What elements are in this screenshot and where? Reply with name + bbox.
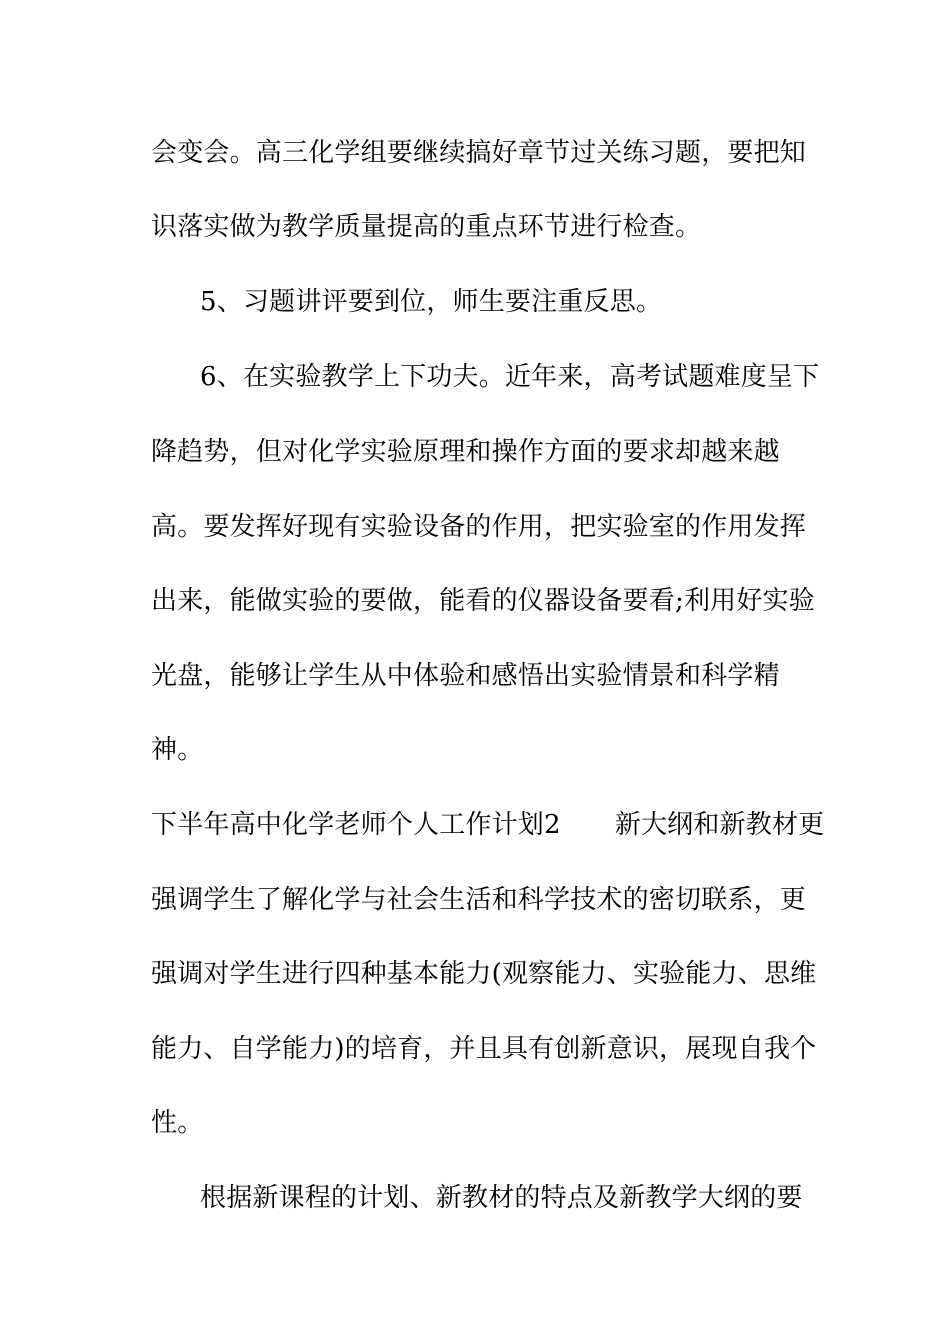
paragraph-line: 降趋势，但对化学实验原理和操作方面的要求却越来越 — [151, 437, 780, 467]
paragraph-line: 高。要发挥好现有实验设备的作用，把实验室的作用发挥 — [151, 512, 807, 542]
list-item-6: 6、在实验教学上下功夫。近年来，高考试题难度呈下 — [200, 362, 820, 392]
paragraph-line: 识落实做为教学质量提高的重点环节进行检查。 — [151, 212, 702, 242]
section-title: 下半年高中化学老师个人工作计划2 — [151, 810, 561, 840]
section-first-text: 新大纲和新教材更 — [614, 810, 825, 840]
paragraph-line: 强调学生了解化学与社会生活和科学技术的密切联系，更 — [151, 885, 807, 915]
paragraph-line: 出来，能做实验的要做，能看的仪器设备要看;利用好实验 — [151, 586, 815, 616]
paragraph-line: 性。 — [151, 1108, 204, 1138]
section-heading-line — [151, 808, 824, 842]
paragraph-line: 光盘，能够让学生从中体验和感悟出实验情景和科学精 — [151, 661, 780, 691]
paragraph-line: 根据新课程的计划、新教材的特点及新教学大纲的要 — [200, 1183, 803, 1213]
paragraph-line: 神。 — [151, 735, 204, 765]
paragraph-line: 能力、自学能力)的培育，并且具有创新意识，展现自我个 — [151, 1034, 817, 1064]
list-item-5: 5、习题讲评要到位，师生要注重反思。 — [200, 287, 663, 317]
paragraph-line: 会变会。高三化学组要继续搞好章节过关练习题，要把知 — [151, 138, 807, 168]
paragraph-line: 强调对学生进行四种基本能力(观察能力、实验能力、思维 — [151, 959, 817, 989]
